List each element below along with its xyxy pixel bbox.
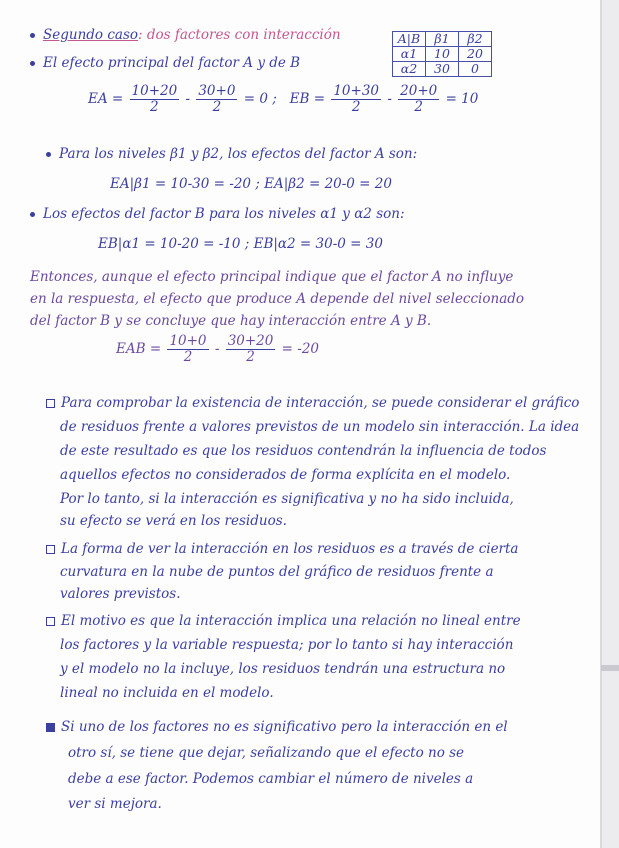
checkbox-icon [46, 617, 55, 626]
eb-result: = 10 [445, 91, 479, 107]
note-text: La forma de ver la interacción en los residuos es a través de cierta [61, 541, 519, 557]
levels-a-formula: EB|α1 = 10-20 = -10 ; EB|α2 = 30-0 = 30 [98, 236, 383, 252]
frac-numerator: 20+0 [400, 83, 438, 99]
case-subtitle: : dos factores con interacción [138, 27, 341, 43]
minus-sign: - [185, 91, 191, 107]
main-effect-formulas [88, 84, 478, 115]
ea-label: EA = [88, 91, 124, 107]
table-cell: 0 [459, 62, 492, 77]
minus-sign: - [214, 341, 220, 357]
checkbox-filled-icon [46, 723, 55, 732]
note-4-line-4: ver si mejora. [68, 796, 162, 812]
levels-b-intro [46, 145, 417, 163]
note-1-line-3: de este resultado es que los residuos contendrán la influencia de todos [60, 443, 547, 459]
frac-denominator: 2 [414, 99, 424, 115]
ea-result: = 0 ; [243, 91, 277, 107]
table-row-header: α2 [393, 62, 426, 77]
table-col-header: β2 [459, 32, 492, 47]
note-4-line-3: debe a ese factor. Podemos cambiar el número de niveles a [68, 771, 474, 787]
bullet-icon [30, 212, 35, 217]
page-edge-shadow [600, 0, 619, 848]
checkbox-icon [46, 399, 55, 408]
fraction [398, 84, 439, 115]
page-edge-line [600, 0, 602, 848]
eb-label: EB = [289, 91, 326, 107]
levels-a-intro [30, 205, 405, 223]
fraction [130, 84, 180, 115]
frac-denominator: 2 [351, 99, 361, 115]
note-2-line-1 [46, 540, 518, 558]
note-3-line-3: y el modelo no la incluye, los residuos tendrán una estructura no [60, 661, 506, 677]
frac-denominator: 2 [246, 349, 255, 365]
bullet-icon [30, 33, 35, 38]
table-corner: A|B [393, 32, 426, 47]
note-2-line-3: valores previstos. [60, 586, 181, 602]
frac-numerator: 10+20 [131, 83, 178, 99]
minus-sign: - [387, 91, 392, 107]
note-3-line-4: lineal no incluida en el modelo. [60, 685, 274, 701]
table-cell: 10 [426, 47, 459, 62]
table-cell: 30 [426, 62, 459, 77]
frac-denominator: 2 [212, 99, 222, 115]
note-1-line-6: su efecto se verá en los residuos. [60, 513, 287, 529]
frac-numerator: 10+0 [169, 333, 207, 349]
bullet-icon [30, 61, 35, 66]
fraction [226, 334, 276, 365]
note-text: El motivo es que la interacción implica una relación no lineal entre [61, 613, 521, 629]
frac-denominator: 2 [183, 349, 193, 365]
note-1-line-4: aquellos efectos no considerados de forma explícita en el modelo. [60, 467, 511, 483]
note-text: Para comprobar la existencia de interacción, se puede considerar el gráfico [61, 395, 580, 411]
table-cell: 20 [459, 47, 492, 62]
page-edge-notch [601, 665, 619, 671]
fraction [196, 84, 237, 115]
conclusion-line-2: en la respuesta, el efecto que produce A depende del nivel seleccionado [30, 291, 525, 307]
frac-numerator: 10+30 [333, 83, 380, 99]
table-row-header: α1 [393, 47, 426, 62]
note-1-line-2: de residuos frente a valores previstos de un modelo sin interacción. La idea [60, 419, 580, 435]
conclusion-line-1: Entonces, aunque el efecto principal indique que el factor A no influye [30, 269, 514, 285]
levels-b-formula: EA|β1 = 10-30 = -20 ; EA|β2 = 20-0 = 20 [110, 176, 392, 192]
frac-denominator: 2 [150, 99, 159, 115]
note-3-line-1 [46, 612, 521, 630]
note-text: Si uno de los factores no es significativo pero la interacción en el [61, 719, 508, 735]
fraction [331, 84, 381, 115]
interaction-formula [116, 334, 319, 365]
note-3-line-2: los factores y la variable respuesta; por lo tanto si hay interacción [60, 637, 514, 653]
data-table [392, 31, 492, 77]
eab-label: EAB = [116, 341, 162, 357]
bullet-icon [46, 152, 51, 157]
main-effects-heading [30, 54, 300, 72]
levels-a-text: Los efectos del factor B para los niveles α1 y α2 son: [43, 206, 405, 222]
note-1-line-1 [46, 394, 579, 412]
table-col-header: β1 [426, 32, 459, 47]
case-heading [30, 26, 341, 44]
checkbox-icon [46, 545, 55, 554]
eab-result: = -20 [281, 341, 319, 357]
conclusion-line-3: del factor B y se concluye que hay interacción entre A y B. [30, 313, 432, 329]
note-2-line-2: curvatura en la nube de puntos del gráfico de residuos frente a [60, 564, 494, 580]
frac-numerator: 30+0 [198, 83, 236, 99]
note-1-line-5: Por lo tanto, si la interacción es significativa y no ha sido incluida, [60, 491, 514, 507]
main-effects-text: El efecto principal del factor A y de B [43, 55, 301, 71]
note-4-line-2: otro sí, se tiene que dejar, señalizando que el efecto no se [68, 745, 465, 761]
levels-b-text: Para los niveles β1 y β2, los efectos del factor A son: [59, 146, 418, 162]
note-4-line-1 [46, 718, 508, 736]
fraction [167, 334, 208, 365]
case-title: Segundo caso [43, 27, 138, 43]
frac-numerator: 30+20 [227, 333, 274, 349]
